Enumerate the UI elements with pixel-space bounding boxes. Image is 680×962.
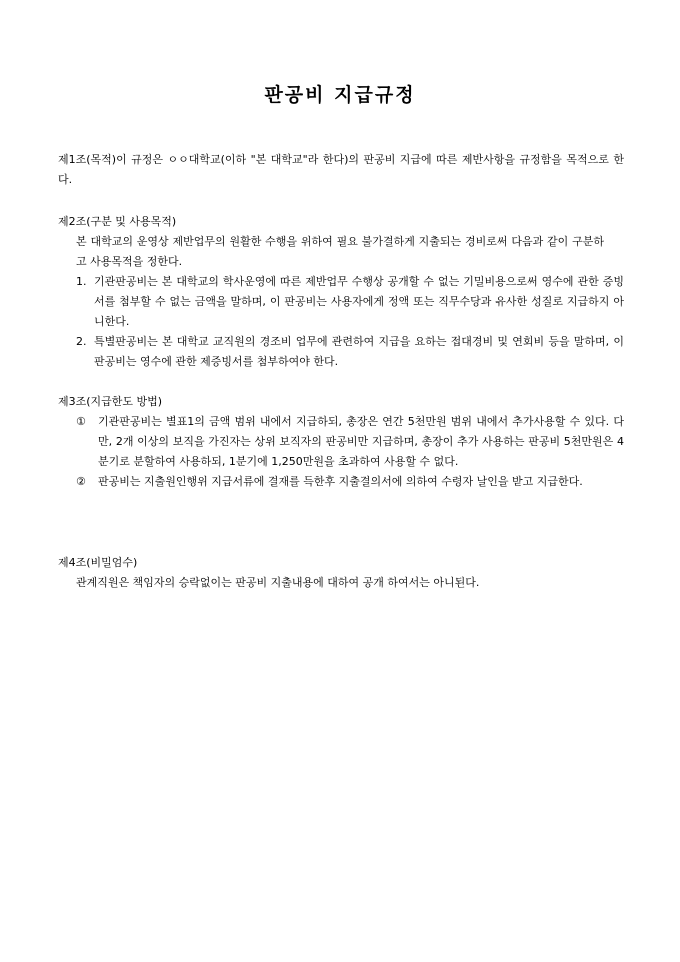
article-2-item: [76, 272, 624, 332]
article-1-text-wrap: [58, 150, 624, 190]
article-1-text: 제1조(목적)이 규정은 ㅇㅇ대학교(이하 "본 대학교"라 한다)의 판공비 지급에 따른 제반사항을 규정함을 목적으로 한다.: [58, 153, 624, 186]
article-3-item-number: ①: [76, 415, 86, 428]
article-3-item-number: ②: [76, 475, 86, 488]
article-3: [58, 392, 624, 492]
article-4: [58, 553, 624, 593]
article-3-item: [76, 412, 624, 472]
article-3-item: [76, 472, 624, 492]
article-2-item: [76, 332, 624, 372]
article-4-body: 관계직원은 책임자의 승락없이는 판공비 지출내용에 대하여 공개 하여서는 아니된다.: [76, 576, 480, 589]
article-1: [58, 150, 624, 190]
article-3-item-text: 기관판공비는 별표1의 금액 범위 내에서 지급하되, 총장은 연간 5천만원 범위 내에서 추가사용할 수 있다. 다만, 2개 이상의 보직을 가진자는 상위 보직자의 판공비만 지급하며, 총장이 추가 사용하는 판공비 5천만원은 4분기로 분할하여 사용하되, 1분기에 1,250만원을 초과하여 사용할 수 없다.: [98, 415, 624, 468]
article-3-item-text: 판공비는 지출원인행위 지급서류에 결재를 득한후 지출결의서에 의하여 수령자 날인을 받고 지급한다.: [98, 475, 583, 488]
article-2-item-number: 2.: [76, 335, 87, 348]
article-4-heading: 제4조(비밀엄수): [58, 556, 138, 569]
article-2-item-text: 특별판공비는 본 대학교 교직원의 경조비 업무에 관련하여 지급을 요하는 접대경비 및 연회비 등을 말하며, 이 판공비는 영수에 관한 제증빙서를 첨부하여야 한다.: [94, 335, 624, 368]
article-2: [58, 212, 624, 372]
article-2-items: [58, 272, 624, 372]
article-2-body: 본 대학교의 운영상 제반업무의 원활한 수행을 위하여 필요 불가결하게 지출되는 경비로써 다음과 같이 구분하고 사용목적을 정한다.: [76, 235, 604, 268]
article-2-item-number: 1.: [76, 275, 87, 288]
article-2-item-text: 기관판공비는 본 대학교의 학사운영에 따른 제반업무 수행상 공개할 수 없는 기밀비용으로써 영수에 관한 증빙서를 첨부할 수 없는 금액을 말하며, 이 판공비는 사용자에게 정액 또는 직무수당과 유사한 성질로 지급하지 아니한다.: [94, 275, 624, 328]
article-3-heading: 제3조(지급한도 방법): [58, 395, 163, 408]
article-3-items: [58, 412, 624, 492]
article-2-heading: 제2조(구분 및 사용목적): [58, 215, 177, 228]
document-title: 판공비 지급규정: [264, 84, 416, 106]
